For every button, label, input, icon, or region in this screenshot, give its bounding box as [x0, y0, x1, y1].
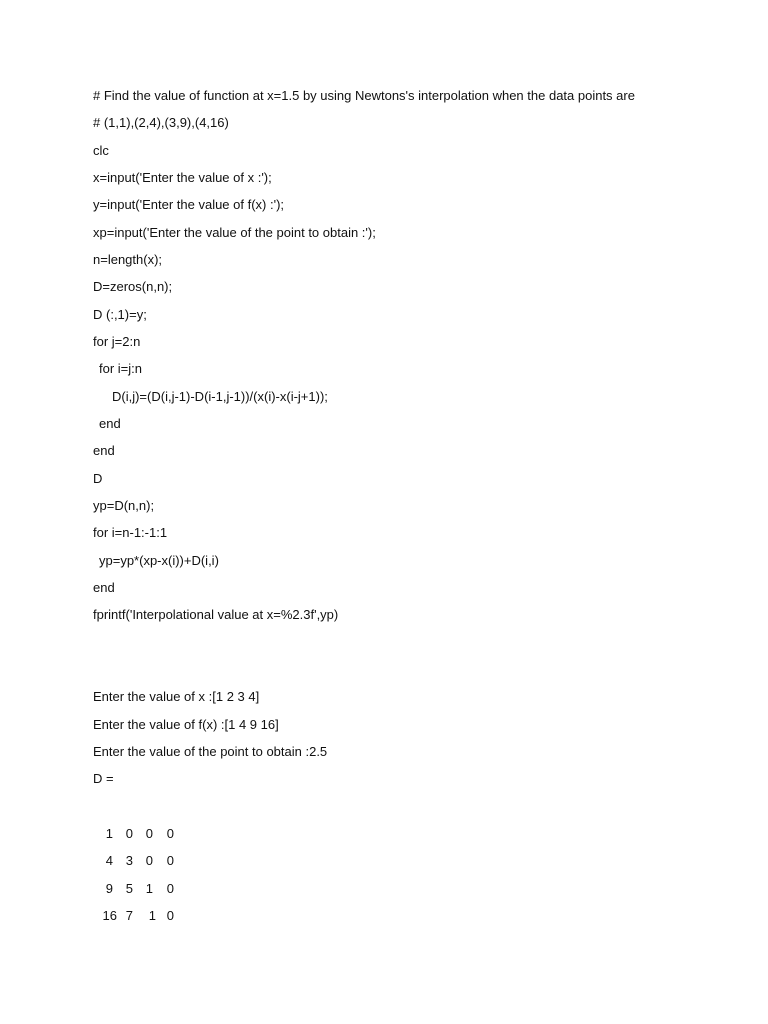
- code-comment-line: # Find the value of function at x=1.5 by using Newtons's interpolation when the data points are: [93, 88, 635, 103]
- code-line: end: [93, 443, 115, 458]
- matrix-cell: 16: [102, 908, 117, 923]
- code-line: end: [99, 416, 121, 431]
- matrix-cell: 4: [105, 853, 113, 868]
- output-line: Enter the value of the point to obtain :2.5: [93, 744, 328, 759]
- matrix-row: [93, 908, 213, 924]
- code-line: D: [93, 471, 103, 486]
- matrix-cell: 0: [166, 881, 174, 896]
- code-line: fprintf('Interpolational value at x=%2.3f',yp): [93, 607, 339, 622]
- matrix-row: [93, 826, 213, 842]
- matrix-cell: 9: [105, 881, 113, 896]
- output-matrix-label: D =: [93, 771, 114, 786]
- matrix-row: [93, 853, 213, 869]
- matrix-cell: 0: [166, 826, 174, 841]
- code-line: n=length(x);: [93, 252, 163, 267]
- matrix-cell: 1: [145, 881, 153, 896]
- code-line: D (:,1)=y;: [93, 307, 147, 322]
- matrix-cell: 3: [125, 853, 133, 868]
- matrix-cell: 1: [148, 908, 156, 923]
- matrix-cell: 0: [145, 853, 153, 868]
- code-line: yp=yp*(xp-x(i))+D(i,i): [99, 553, 219, 568]
- code-line: clc: [93, 143, 109, 158]
- code-line: x=input('Enter the value of x :');: [93, 170, 272, 185]
- code-line: yp=D(n,n);: [93, 498, 155, 513]
- matrix-cell: 0: [145, 826, 153, 841]
- code-line: for i=j:n: [99, 361, 142, 376]
- code-line: D=zeros(n,n);: [93, 279, 173, 294]
- output-line: Enter the value of x :[1 2 3 4]: [93, 689, 260, 704]
- output-line: Enter the value of f(x) :[1 4 9 16]: [93, 717, 279, 732]
- code-line: y=input('Enter the value of f(x) :');: [93, 197, 285, 212]
- matrix-cell: 5: [125, 881, 133, 896]
- code-line: end: [93, 580, 115, 595]
- code-comment-line: # (1,1),(2,4),(3,9),(4,16): [93, 115, 229, 130]
- matrix-row: [93, 881, 213, 897]
- code-line: for i=n-1:-1:1: [93, 525, 168, 540]
- code-line: xp=input('Enter the value of the point to obtain :');: [93, 225, 376, 240]
- matrix-cell: 0: [125, 826, 133, 841]
- code-line: for j=2:n: [93, 334, 141, 349]
- matrix-cell: 0: [166, 908, 174, 923]
- matrix-cell: 7: [125, 908, 133, 923]
- matrix-cell: 0: [166, 853, 174, 868]
- matrix-cell: 1: [105, 826, 113, 841]
- code-line: D(i,j)=(D(i,j-1)-D(i-1,j-1))/(x(i)-x(i-j+1));: [112, 389, 328, 404]
